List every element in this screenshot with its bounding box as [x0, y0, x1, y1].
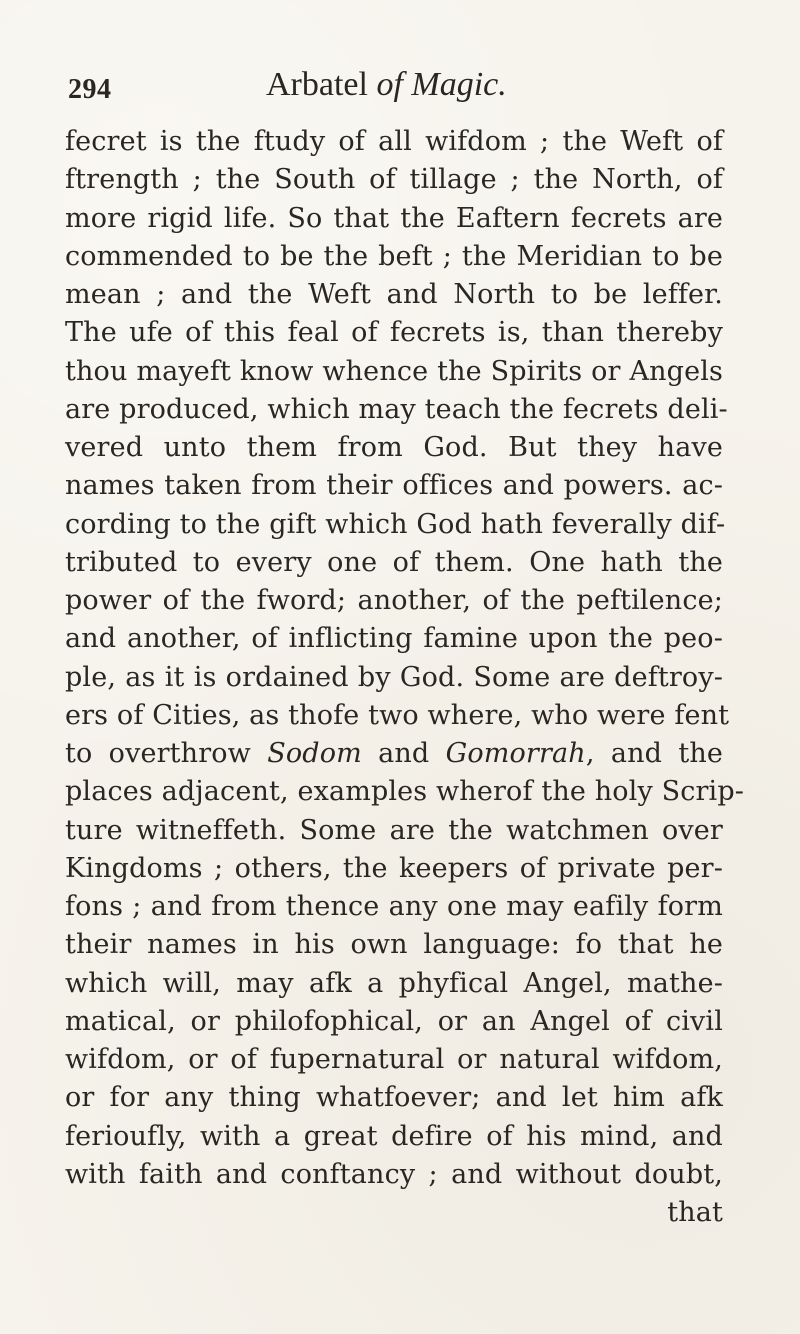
- catchword: that: [667, 1197, 723, 1228]
- text-line: ers of Cities, as thofe two where, who were fent: [65, 699, 730, 731]
- text-line: or for any thing whatfoever; and let him afk: [65, 1082, 723, 1114]
- text-line: places adjacent, examples wherof the holy Scrip-: [65, 776, 745, 808]
- italic-place-name-gomorrah: Gomorrah: [445, 738, 586, 769]
- text-line: wifdom, or of fupernatural or natural wifdom,: [65, 1044, 723, 1075]
- text-segment: and: [361, 738, 446, 769]
- page-header: [68, 66, 708, 116]
- running-head-subject: Magic.: [411, 66, 507, 103]
- page-number: 294: [68, 74, 112, 105]
- text-line: ferioufly, with a great defire of his mind, and: [65, 1120, 723, 1152]
- text-line: ple, as it is ordained by God. Some are deftroy-: [65, 661, 723, 693]
- running-head: [266, 66, 507, 104]
- text-line: power of the fword; another, of the peftilence;: [65, 585, 723, 616]
- text-line: mean ; and the Weft and North to be leffer.: [65, 279, 723, 310]
- text-line: and another, of inflicting famine upon the peo-: [65, 623, 723, 655]
- text-line: fecret is the ftudy of all wifdom ; the Weft of: [65, 126, 723, 157]
- text-line: The ufe of this feal of fecrets is, than thereby: [65, 317, 723, 349]
- text-segment: , and the: [585, 738, 723, 769]
- text-line: matical, or philofophical, or an Angel of civil: [65, 1005, 723, 1037]
- text-line: tributed to every one of them. One hath the: [65, 546, 723, 578]
- text-line: fons ; and from thence any one may eafily form: [65, 891, 723, 922]
- text-line: with faith and conftancy ; and without doubt,: [65, 1158, 723, 1190]
- text-line: vered unto them from God. But they have: [65, 432, 723, 463]
- italic-place-name-sodom: Sodom: [267, 738, 362, 769]
- running-head-of: of: [376, 66, 403, 103]
- body-text: [65, 123, 745, 1232]
- text-line: are produced, which may teach the fecrets deli-: [65, 393, 728, 425]
- text-line: ftrength ; the South of tillage ; the North, of: [65, 164, 723, 196]
- text-segment: to overthrow: [65, 738, 268, 769]
- text-line: thou mayeft know whence the Spirits or Angels: [65, 355, 723, 387]
- text-line: names taken from their offices and powers. ac-: [65, 470, 723, 502]
- text-line: ture witneffeth. Some are the watchmen over: [65, 814, 723, 846]
- text-line: commended to be the beft ; the Meridian to be: [65, 240, 723, 272]
- running-head-title: Arbatel: [266, 66, 368, 103]
- text-line: Kingdoms ; others, the keepers of private per-: [65, 852, 723, 884]
- text-line: which will, may afk a phyfical Angel, mathe-: [65, 967, 723, 999]
- text-line: more rigid life. So that the Eaftern fecrets are: [65, 202, 723, 234]
- text-line: [65, 735, 723, 773]
- text-line: their names in his own language: fo that he: [65, 929, 723, 961]
- text-line: cording to the gift which God hath feverally dif-: [65, 508, 726, 540]
